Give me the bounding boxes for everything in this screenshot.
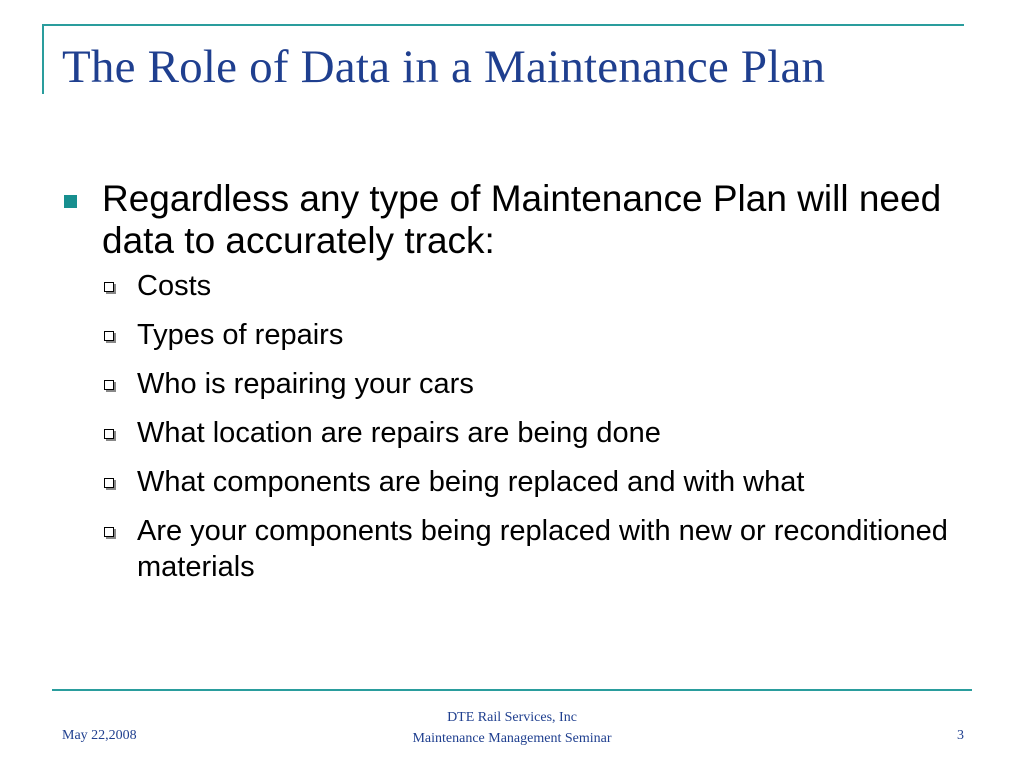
footer-seminar: Maintenance Management Seminar [412,731,612,746]
footer-center-text [362,707,662,749]
sub-bullet-item [62,366,972,402]
hollow-square-bullet-icon [104,380,114,390]
footer-page-number: 3 [957,728,964,743]
sub-bullet-text: Costs [137,270,212,302]
sub-bullet-text: Who is repairing your cars [137,368,474,400]
main-bullet [62,178,972,262]
slide-title: The Role of Data in a Maintenance Plan [62,41,826,93]
title-frame-top-rule [42,24,964,26]
sub-bullet-item [62,268,972,304]
slide-content [62,178,972,598]
hollow-square-bullet-icon [104,478,114,488]
sub-bullet-text: What location are repairs are being done [137,417,661,449]
sub-bullet-item [62,415,972,451]
sub-bullet-text: What components are being replaced and with what [137,466,805,498]
sub-bullet-text: Types of repairs [137,319,344,351]
hollow-square-bullet-icon [104,331,114,341]
sub-bullet-item [62,317,972,353]
square-bullet-icon [64,195,77,208]
sub-bullet-item [62,513,972,585]
footer-rule [52,689,972,691]
hollow-square-bullet-icon [104,527,114,537]
hollow-square-bullet-icon [104,282,114,292]
sub-bullet-text: Are your components being replaced with new or reconditioned materials [137,515,948,583]
main-bullet-text: Regardless any type of Maintenance Plan will need data to accurately track: [102,178,942,261]
sub-bullet-item [62,464,972,500]
hollow-square-bullet-icon [104,429,114,439]
footer-date: May 22,2008 [62,728,137,743]
title-frame-left-rule [42,24,44,94]
sub-bullet-list [62,268,972,585]
footer-company: DTE Rail Services, Inc [447,710,577,725]
